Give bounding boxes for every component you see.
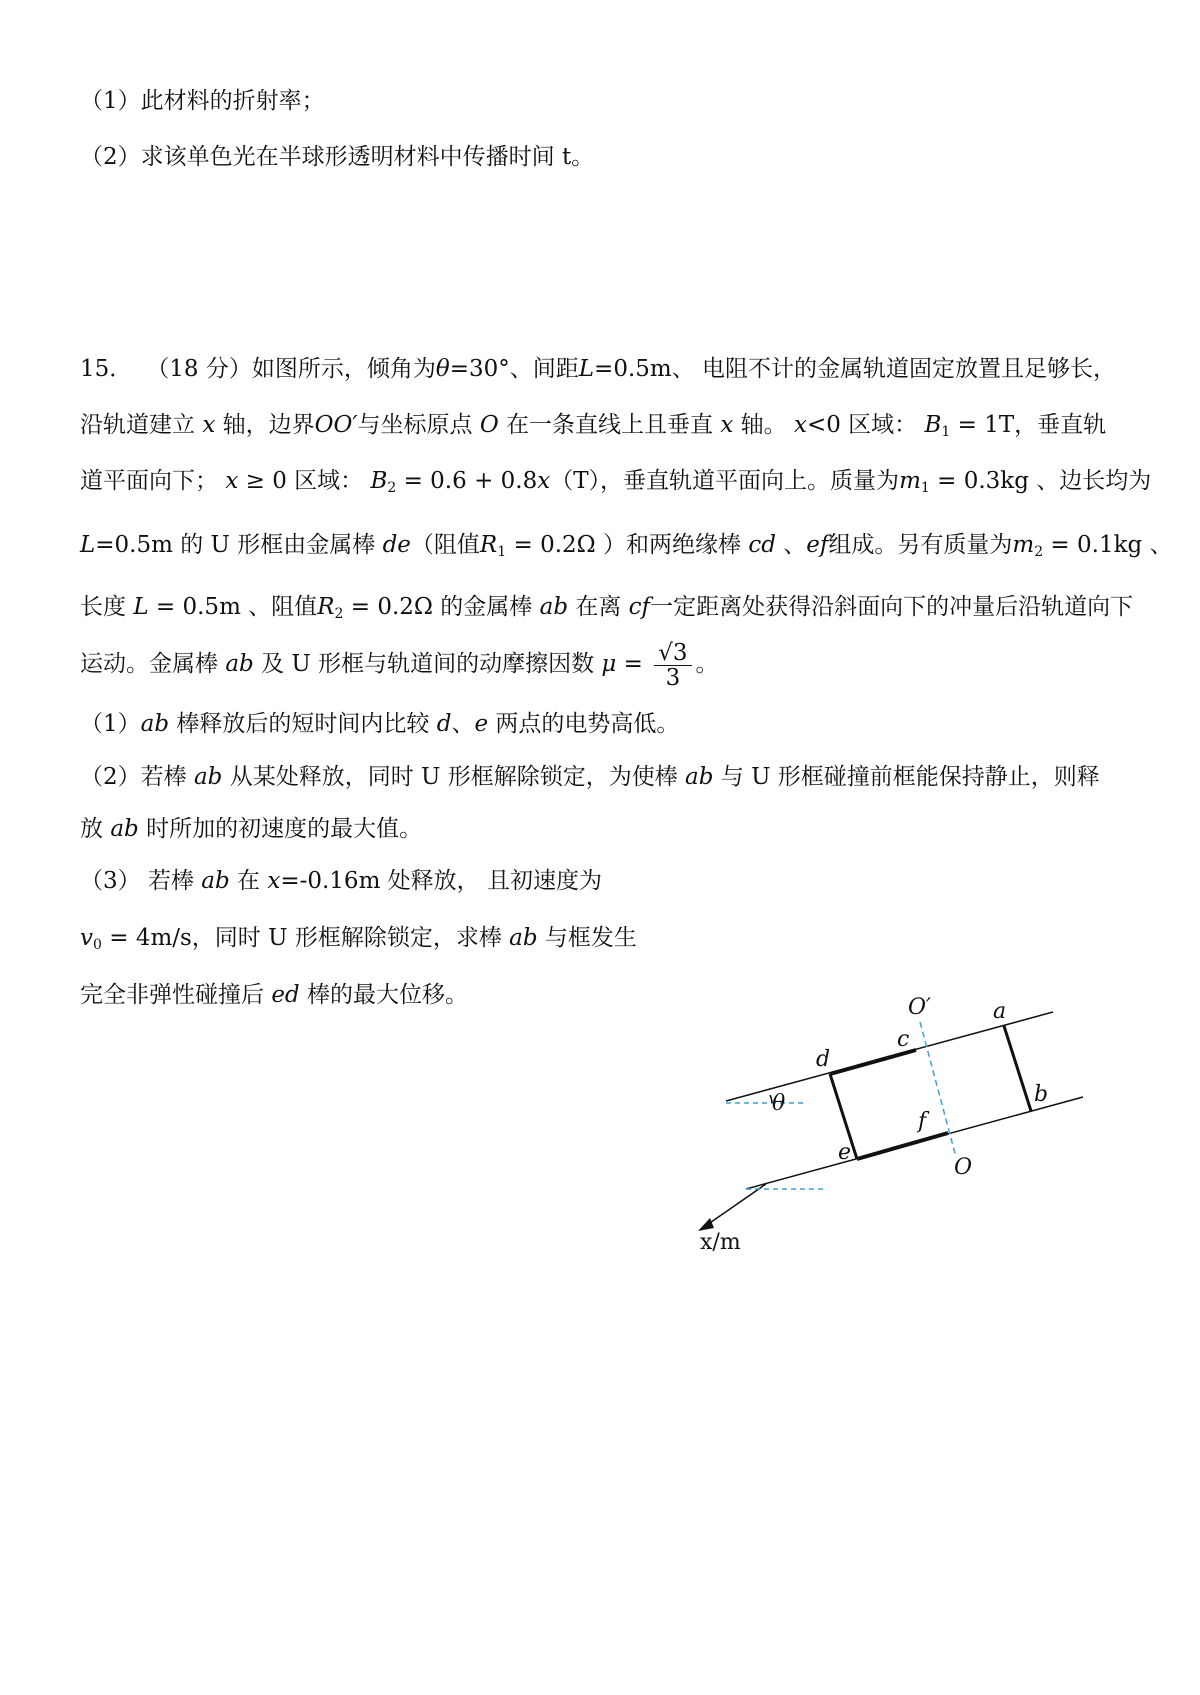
text: 与坐标原点	[357, 412, 473, 438]
text: 道平面向下；	[80, 468, 218, 494]
var-de: de	[382, 532, 411, 558]
text: 时所加的初速度的最大值。	[146, 816, 423, 842]
text: = 0.2Ω ）和两绝缘棒	[506, 532, 742, 558]
text: 。	[695, 651, 719, 677]
label-a: a	[993, 999, 1007, 1024]
text: 运动。金属棒	[80, 651, 218, 677]
var-ab: ab	[225, 651, 254, 677]
axis-label-x: x/m	[700, 1230, 741, 1255]
text: 在	[229, 868, 268, 894]
var-v: v	[80, 925, 93, 951]
var-O: O	[479, 412, 499, 438]
text: 沿轨道建立	[80, 412, 195, 438]
var-ab: ab	[140, 711, 170, 737]
var-x: x	[225, 468, 239, 494]
var-x: x	[537, 468, 551, 494]
text: =0.5m 的 U 形框由金属棒	[95, 532, 376, 558]
text: 放	[80, 816, 103, 842]
label-b: b	[1034, 1082, 1049, 1107]
var-R: R	[479, 532, 498, 558]
var-ab: ab	[201, 868, 230, 894]
text: 从某处释放，同时 U 形框解除锁定，为使棒	[229, 764, 678, 790]
question-score: （18 分）	[146, 356, 252, 382]
subscript: 0	[93, 937, 102, 953]
subscript: 2	[334, 606, 344, 622]
var-ed: ed	[271, 982, 300, 1008]
var-m: m	[899, 468, 921, 494]
fraction-denominator: 3	[665, 664, 681, 691]
text: = 0.6 + 0.8	[396, 468, 538, 494]
text: =-0.16m 处释放， 且初速度为	[280, 868, 602, 894]
q15-line5	[80, 592, 1133, 629]
rod-ab	[1004, 1026, 1031, 1111]
var-e: e	[474, 711, 489, 737]
text: （1）	[80, 711, 141, 737]
text: （阻值	[410, 532, 480, 558]
x-axis	[704, 1184, 766, 1227]
var-m: m	[1012, 532, 1035, 558]
var-L: L	[578, 356, 595, 382]
rod-dc	[830, 1050, 916, 1074]
q15-line3	[80, 466, 1151, 503]
label-O-prime: O′	[908, 995, 932, 1020]
question-number: 15．	[80, 356, 133, 382]
text: = 0.5m 、阻值	[148, 594, 318, 620]
var-mu: μ	[601, 651, 617, 677]
fraction-root3-over-3	[654, 641, 691, 690]
fraction-numerator: √3	[654, 641, 691, 666]
label-e: e	[838, 1140, 852, 1165]
text: 棒释放后的短时间内比较	[176, 711, 430, 737]
text: 在离	[575, 594, 622, 620]
text: （T），垂直轨道平面向上。质量为	[550, 468, 900, 494]
var-ab: ab	[110, 816, 139, 842]
text: <0 区域：	[806, 412, 918, 438]
q15-sub3	[80, 866, 602, 896]
text: 长度	[80, 594, 126, 620]
var-R: R	[317, 594, 335, 620]
q15-line2	[80, 410, 1106, 447]
text: = 0.3kg 、边长均为	[929, 468, 1152, 494]
text: （3） 若棒	[80, 868, 202, 894]
subscript: 1	[920, 480, 930, 496]
text: = 0.2Ω 的金属棒	[343, 594, 533, 620]
text: （2）若棒	[80, 764, 187, 790]
text: =0.5m、 电阻不计的金属轨道固定放置且足够长，	[594, 356, 1117, 382]
rail-diagram	[660, 980, 1120, 1265]
theta-symbol: θ	[435, 356, 450, 382]
var-cf: cf	[628, 594, 651, 620]
text: 在一条直线上且垂直	[506, 412, 714, 438]
text: = 0.1kg 、	[1043, 532, 1173, 558]
var-ab: ab	[509, 925, 538, 951]
var-L: L	[80, 532, 96, 558]
q15-line1	[80, 354, 1116, 384]
text: = 1T，垂直轨	[950, 412, 1107, 438]
label-c: c	[897, 1027, 910, 1052]
text: 轴，边界	[222, 412, 315, 438]
subscript: 1	[497, 544, 507, 560]
q14-item1: （1）此材料的折射率；	[80, 88, 325, 114]
q14-item2: （2）求该单色光在半球形透明材料中传播时间 t。	[80, 144, 595, 170]
q15-sub2	[80, 762, 1100, 792]
q15-sub3-line3	[80, 980, 468, 1010]
text: =	[616, 651, 651, 677]
label-d: d	[816, 1047, 831, 1072]
label-O: O	[954, 1155, 973, 1180]
text: 一定距离处获得沿斜面向下的冲量后沿轨道向下	[650, 594, 1134, 620]
q15-sub2-line2	[80, 814, 422, 844]
text: 完全非弹性碰撞后	[80, 982, 264, 1008]
var-B: B	[370, 468, 388, 494]
subscript: 2	[1034, 544, 1044, 560]
text: 组成。另有质量为	[828, 532, 1013, 558]
text: 与框发生	[544, 925, 637, 951]
var-ab: ab	[193, 764, 223, 790]
text: ≥ 0 区域：	[238, 468, 364, 494]
label-theta: θ	[772, 1091, 786, 1116]
rod-ef	[857, 1133, 948, 1159]
text: 如图所示，倾角为	[251, 356, 436, 382]
q15-line6	[80, 634, 719, 694]
var-ab: ab	[685, 764, 714, 790]
var-d: d	[436, 711, 452, 737]
var-L: L	[133, 594, 149, 620]
text: 棒的最大位移。	[306, 982, 468, 1008]
text: 轴。	[740, 412, 787, 438]
var-x: x	[202, 412, 216, 438]
var-x: x	[720, 412, 734, 438]
text: 两点的电势高低。	[495, 711, 680, 737]
text: 、	[775, 532, 807, 558]
text: =30°、间距	[449, 356, 579, 382]
q15-sub1	[80, 709, 679, 739]
var-x: x	[267, 868, 281, 894]
var-x: x	[793, 412, 807, 438]
q15-sub3-line2	[80, 923, 637, 960]
text: = 4m/s，同时 U 形框解除锁定，求棒	[101, 925, 502, 951]
label-f: f	[918, 1109, 927, 1134]
var-ef: ef	[806, 532, 829, 558]
var-ab: ab	[539, 594, 569, 620]
text: 、	[451, 711, 475, 737]
text: 及 U 形框与轨道间的动摩擦因数	[261, 651, 595, 677]
subscript: 1	[941, 424, 951, 440]
var-OO-prime: OO′	[314, 412, 358, 438]
subscript: 2	[387, 480, 397, 496]
var-B: B	[924, 412, 942, 438]
var-cd: cd	[748, 532, 776, 558]
text: 与 U 形框碰撞前框能保持静止，则释	[720, 764, 1100, 790]
q15-line4	[80, 530, 1173, 567]
